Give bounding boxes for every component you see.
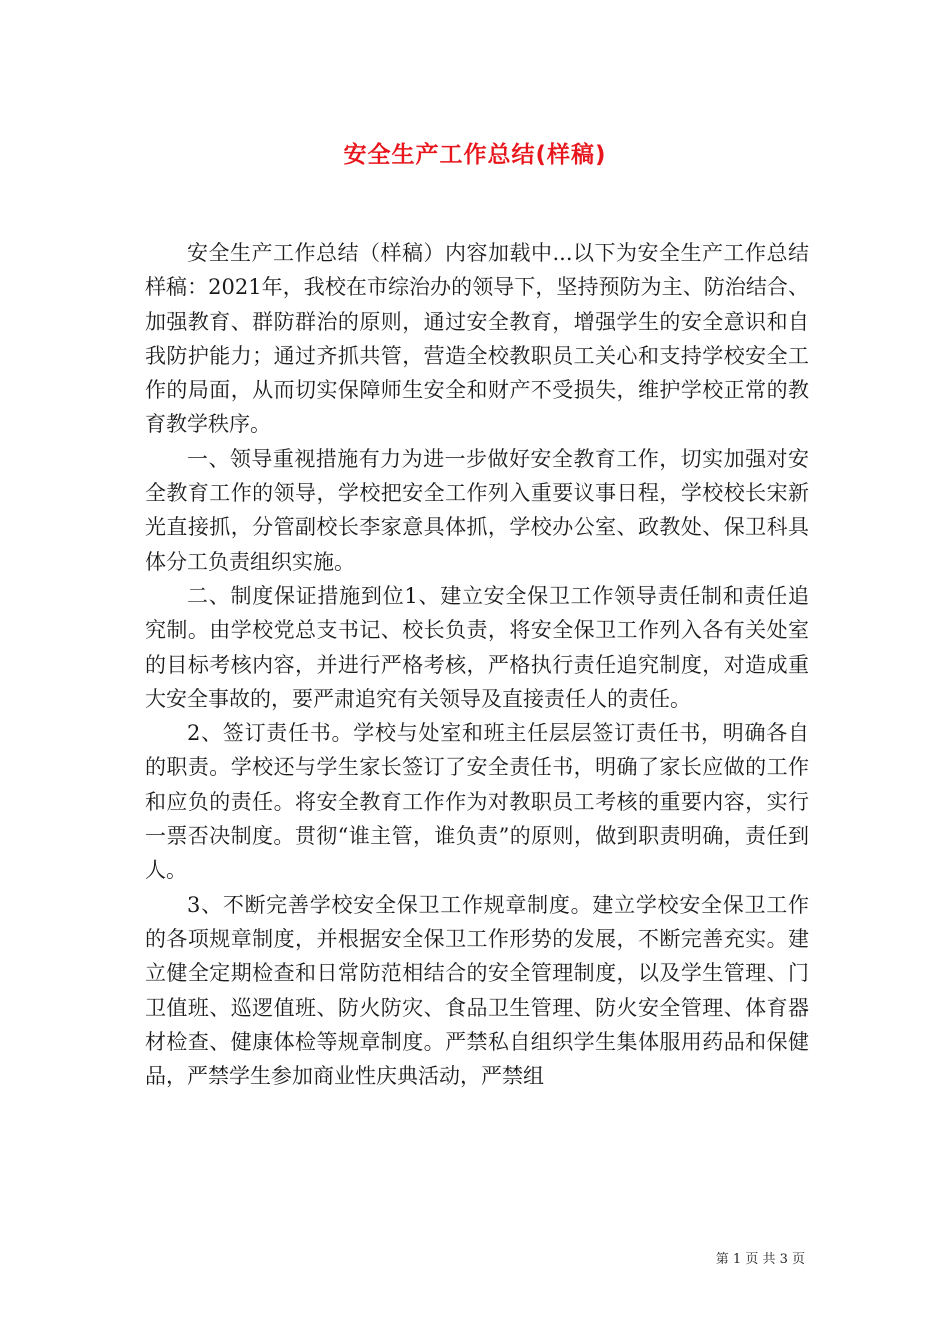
paragraph-section-1: 一、领导重视措施有力为进一步做好安全教育工作，切实加强对安全教育工作的领导，学校把安全工作列入重要议事日程，学校校长宋新光直接抓，分管副校长李家意具体抓，学校办公室、政教处、保卫科具体分工负责组织实施。	[145, 446, 809, 574]
paragraph-intro: 安全生产工作总结（样稿）内容加载中...以下为安全生产工作总结样稿：2021年，我校在市综治办的领导下，坚持预防为主、防治结合、加强教育、群防群治的原则，通过安全教育，增强学生的安全意识和自我防护能力；通过齐抓共管，营造全校教职员工关心和支持学校安全工作的局面，从而切实保障师生安全和财产不受损失，维护学校正常的教育教学秩序。	[145, 241, 809, 437]
document-title: 安全生产工作总结(样稿)	[343, 142, 607, 168]
page-number-footer: 第 1 页 共 3 页	[715, 1252, 805, 1267]
document-body	[145, 236, 809, 1093]
paragraph-item-3: 3、不断完善学校安全保卫工作规章制度。建立学校安全保卫工作的各项规章制度，并根据安全保卫工作形势的发展，不断完善充实。建立健全定期检查和日常防范相结合的安全管理制度，以及学生管理、门卫值班、巡逻值班、防火防灾、食品卫生管理、防火安全管理、体育器材检查、健康体检等规章制度。严禁私自组织学生集体服用药品和保健品，严禁学生参加商业性庆典活动，严禁组	[145, 892, 809, 1089]
paragraph-section-2: 二、制度保证措施到位1、建立安全保卫工作领导责任制和责任追究制。由学校党总支书记、校长负责，将安全保卫工作列入各有关处室的目标考核内容，并进行严格考核，严格执行责任追究制度，对造成重大安全事故的，要严肃追究有关领导及直接责任人的责任。	[145, 583, 809, 711]
paragraph-item-2: 2、签订责任书。学校与处室和班主任层层签订责任书，明确各自的职责。学校还与学生家长签订了安全责任书，明确了家长应做的工作和应负的责任。将安全教育工作作为对教职员工考核的重要内容，实行一票否决制度。贯彻“谁主管，谁负责”的原则，做到职责明确，责任到人。	[145, 721, 809, 883]
